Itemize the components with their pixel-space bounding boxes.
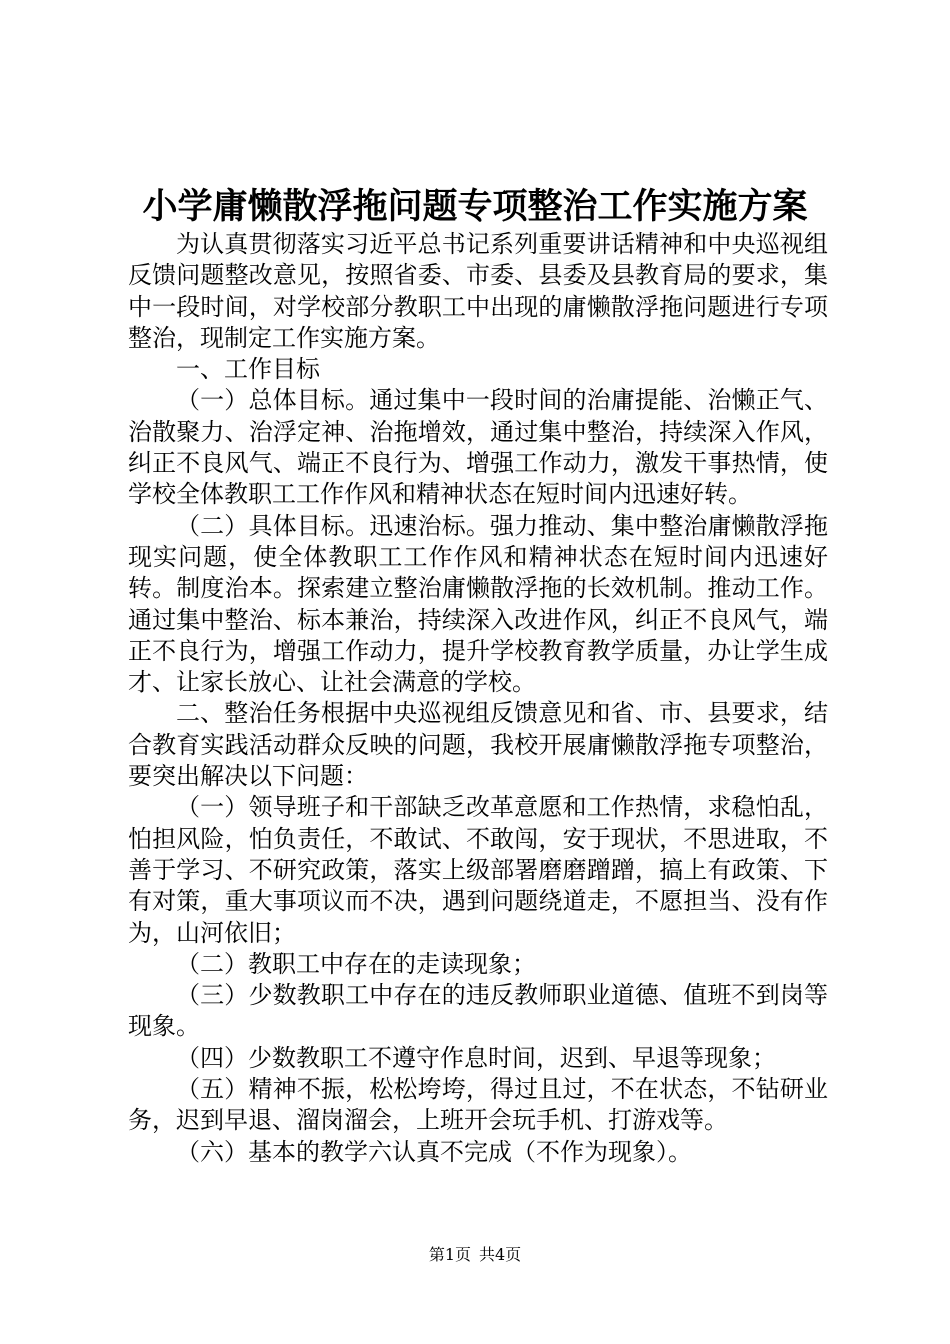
paragraph-overall-goal: （一）总体目标。通过集中一段时间的治庸提能、治懒正气、治散聚力、治浮定神、治拖增效，通过集中整治，持续深入作风，纠正不良风气、端正不良行为、增强工作动力，激发干事热情，使学校全体教职工工作作风和精神状态在短时间内迅速好转。 [128, 386, 828, 509]
paragraph-specific-goal: （二）具体目标。迅速治标。强力推动、集中整治庸懒散浮拖现实问题，使全体教职工工作作风和精神状态在短时间内迅速好转。制度治本。探索建立整治庸懒散浮拖的长效机制。推动工作。通过集中整治、标本兼治，持续深入改进作风，纠正不良风气，端正不良行为，增强工作动力，提升学校教育教学质量，办让学生成才、让家长放心、让社会满意的学校。 [128, 511, 828, 697]
task-item-4: （四）少数教职工不遵守作息时间，迟到、早退等现象； [176, 1043, 776, 1072]
task-item-5: （五）精神不振，松松垮垮，得过且过，不在状态，不钻研业务，迟到早退、溜岗溜会，上班开会玩手机、打游戏等。 [128, 1075, 828, 1135]
task-item-1: （一）领导班子和干部缺乏改革意愿和工作热情，求稳怕乱，怕担风险，怕负责任，不敢试、不敢闯，安于现状，不思进取，不善于学习、不研究政策，落实上级部署磨磨蹭蹭，搞上有政策、下有对策，重大事项议而不决，遇到问题绕道走，不愿担当、没有作为，山河依旧； [128, 793, 828, 947]
page-number: 第1页 [428, 1245, 471, 1264]
document-title: 小学庸懒散浮拖问题专项整治工作实施方案 [142, 186, 808, 227]
task-item-2: （二）教职工中存在的走读现象； [176, 949, 536, 978]
page-footer [0, 1244, 950, 1266]
task-item-6: （六）基本的教学六认真不完成（不作为现象）。 [176, 1137, 692, 1166]
task-item-3: （三）少数教职工中存在的违反教师职业道德、值班不到岗等现象。 [128, 981, 828, 1041]
section-heading-tasks: 二、整治任务根据中央巡视组反馈意见和省、市、县要求，结合教育实践活动群众反映的问题，我校开展庸懒散浮拖专项整治，要突出解决以下问题： [128, 699, 828, 791]
intro-paragraph: 为认真贯彻落实习近平总书记系列重要讲话精神和中央巡视组反馈问题整改意见，按照省委、市委、县委及县教育局的要求，集中一段时间，对学校部分教职工中出现的庸懒散浮拖问题进行专项整治，现制定工作实施方案。 [128, 230, 828, 352]
page-total: 共4页 [479, 1245, 522, 1264]
document-body [128, 229, 828, 1168]
section-heading-goals: 一、工作目标 [176, 355, 320, 384]
